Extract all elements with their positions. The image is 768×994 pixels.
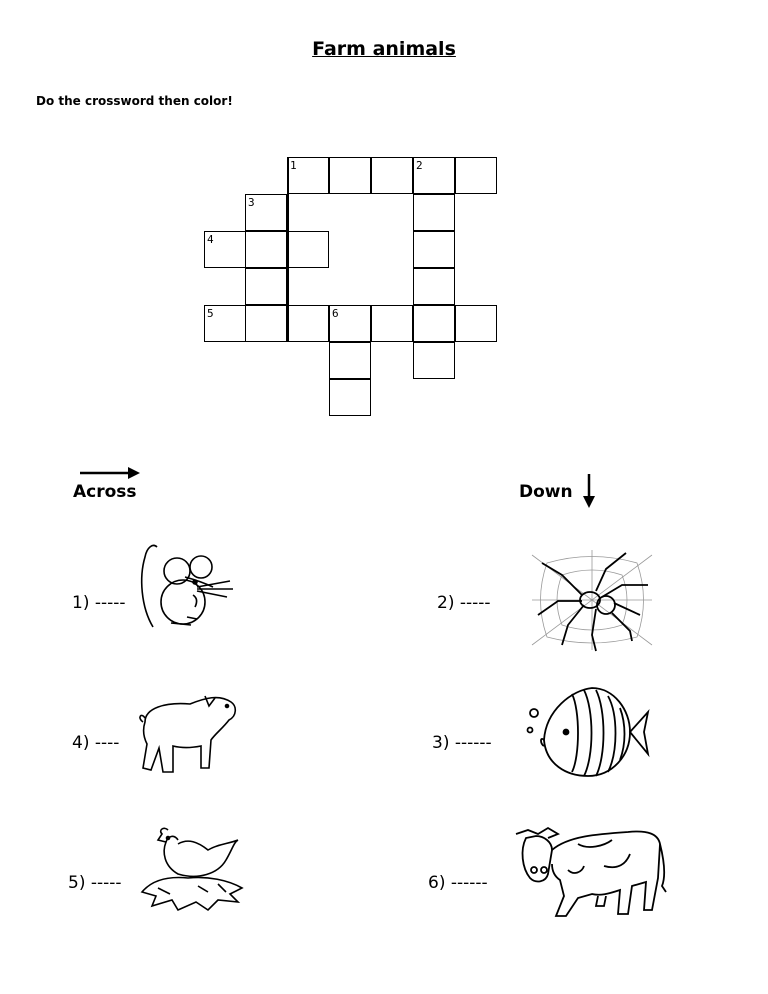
grid-cell[interactable] bbox=[413, 157, 455, 194]
clue-4: 4) ---- bbox=[72, 733, 120, 753]
grid-cell[interactable] bbox=[245, 194, 287, 231]
spider-icon bbox=[522, 545, 658, 653]
grid-cell[interactable] bbox=[287, 157, 329, 194]
clue-number: 2 bbox=[416, 159, 423, 172]
hen-icon bbox=[138, 822, 246, 914]
clue-number: 3 bbox=[248, 196, 255, 209]
grid-cell[interactable] bbox=[287, 231, 329, 268]
clue-3: 3) ------ bbox=[432, 733, 492, 753]
grid-cell[interactable] bbox=[455, 305, 497, 342]
clue-6: 6) ------ bbox=[428, 873, 488, 893]
grid-cell[interactable] bbox=[413, 268, 455, 305]
grid-cell[interactable] bbox=[413, 194, 455, 231]
clue-1: 1) ----- bbox=[72, 593, 126, 613]
grid-cell[interactable] bbox=[204, 305, 246, 342]
clue-number: 5 bbox=[207, 307, 214, 320]
grid-cell[interactable] bbox=[329, 157, 371, 194]
grid-cell[interactable] bbox=[413, 342, 455, 379]
pig-icon bbox=[135, 688, 243, 780]
down-heading: Down bbox=[519, 482, 573, 502]
grid-cell[interactable] bbox=[329, 305, 371, 342]
grid-cell[interactable] bbox=[329, 379, 371, 416]
down-arrow-icon bbox=[582, 472, 596, 510]
page-title: Farm animals bbox=[312, 38, 456, 60]
mouse-icon bbox=[135, 537, 240, 632]
grid-cell[interactable] bbox=[455, 157, 497, 194]
grid-cell[interactable] bbox=[371, 157, 413, 194]
fish-icon bbox=[522, 680, 652, 782]
across-heading: Across bbox=[73, 482, 137, 502]
cow-icon bbox=[508, 820, 668, 922]
grid-cell[interactable] bbox=[245, 231, 287, 268]
grid-line bbox=[287, 157, 289, 342]
clue-2: 2) ----- bbox=[437, 593, 491, 613]
grid-cell[interactable] bbox=[413, 305, 455, 342]
clue-number: 6 bbox=[332, 307, 339, 320]
grid-cell[interactable] bbox=[371, 305, 413, 342]
clue-number: 1 bbox=[290, 159, 297, 172]
grid-cell[interactable] bbox=[204, 231, 246, 268]
grid-cell[interactable] bbox=[329, 342, 371, 379]
grid-cell[interactable] bbox=[413, 231, 455, 268]
grid-cell[interactable] bbox=[287, 305, 329, 342]
right-arrow-icon bbox=[78, 466, 142, 480]
instruction-text: Do the crossword then color! bbox=[36, 94, 233, 108]
clue-number: 4 bbox=[207, 233, 214, 246]
grid-cell[interactable] bbox=[245, 268, 287, 305]
clue-5: 5) ----- bbox=[68, 873, 122, 893]
grid-cell[interactable] bbox=[245, 305, 287, 342]
